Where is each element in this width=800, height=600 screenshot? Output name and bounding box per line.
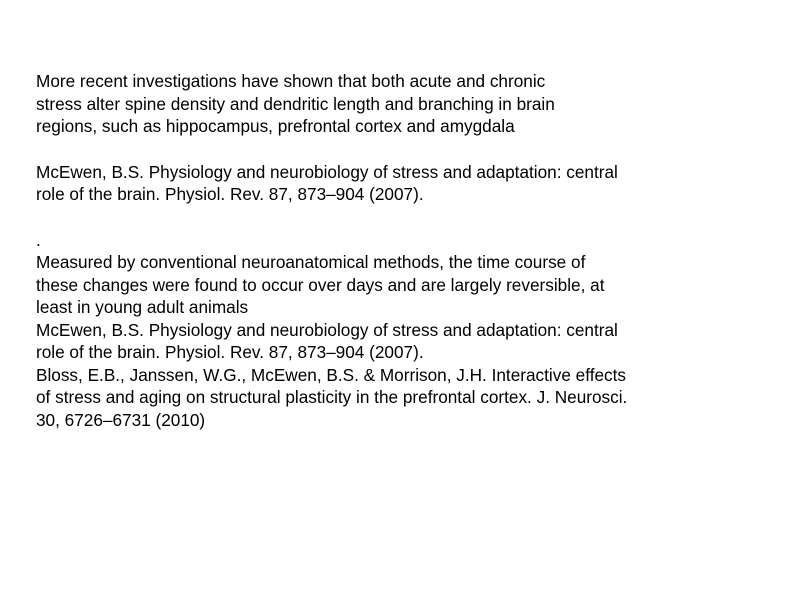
citation-line: McEwen, B.S. Physiology and neurobiology of stress and adaptation: central	[36, 161, 618, 182]
reference-mcewen-2007	[36, 161, 756, 206]
text-line: these changes were found to occur over days and are largely reversible, at	[36, 274, 605, 295]
text-line: least in young adult animals	[36, 297, 249, 317]
text-line: Measured by conventional neuroanatomical methods, the time course of	[36, 252, 586, 272]
paragraph-stress-findings	[36, 70, 756, 138]
reference-bloss-2010	[36, 364, 756, 432]
reference-mcewen-2007-repeat	[36, 319, 756, 364]
separator-dot: .	[36, 229, 41, 250]
text-line: stress alter spine density and dendritic length and branching in brain	[36, 93, 555, 114]
citation-line: Bloss, E.B., Janssen, W.G., McEwen, B.S. & Morrison, J.H. Interactive effects	[36, 364, 626, 385]
citation-line: role of the brain. Physiol. Rev. 87, 873–904 (2007).	[36, 342, 424, 362]
slide-text-body	[36, 70, 756, 431]
citation-line: 30, 6726–6731 (2010)	[36, 409, 206, 430]
spacer	[36, 206, 756, 229]
citation-line: McEwen, B.S. Physiology and neurobiology of stress and adaptation: central	[36, 319, 618, 340]
paragraph-time-course	[36, 251, 756, 319]
text-line: More recent investigations have shown that both acute and chronic	[36, 71, 546, 91]
spacer	[36, 138, 756, 161]
citation-line: of stress and aging on structural plasticity in the prefrontal cortex. J. Neurosci.	[36, 387, 628, 407]
text-line: regions, such as hippocampus, prefrontal cortex and amygdala	[36, 116, 515, 136]
citation-line: role of the brain. Physiol. Rev. 87, 873–904 (2007).	[36, 184, 424, 204]
